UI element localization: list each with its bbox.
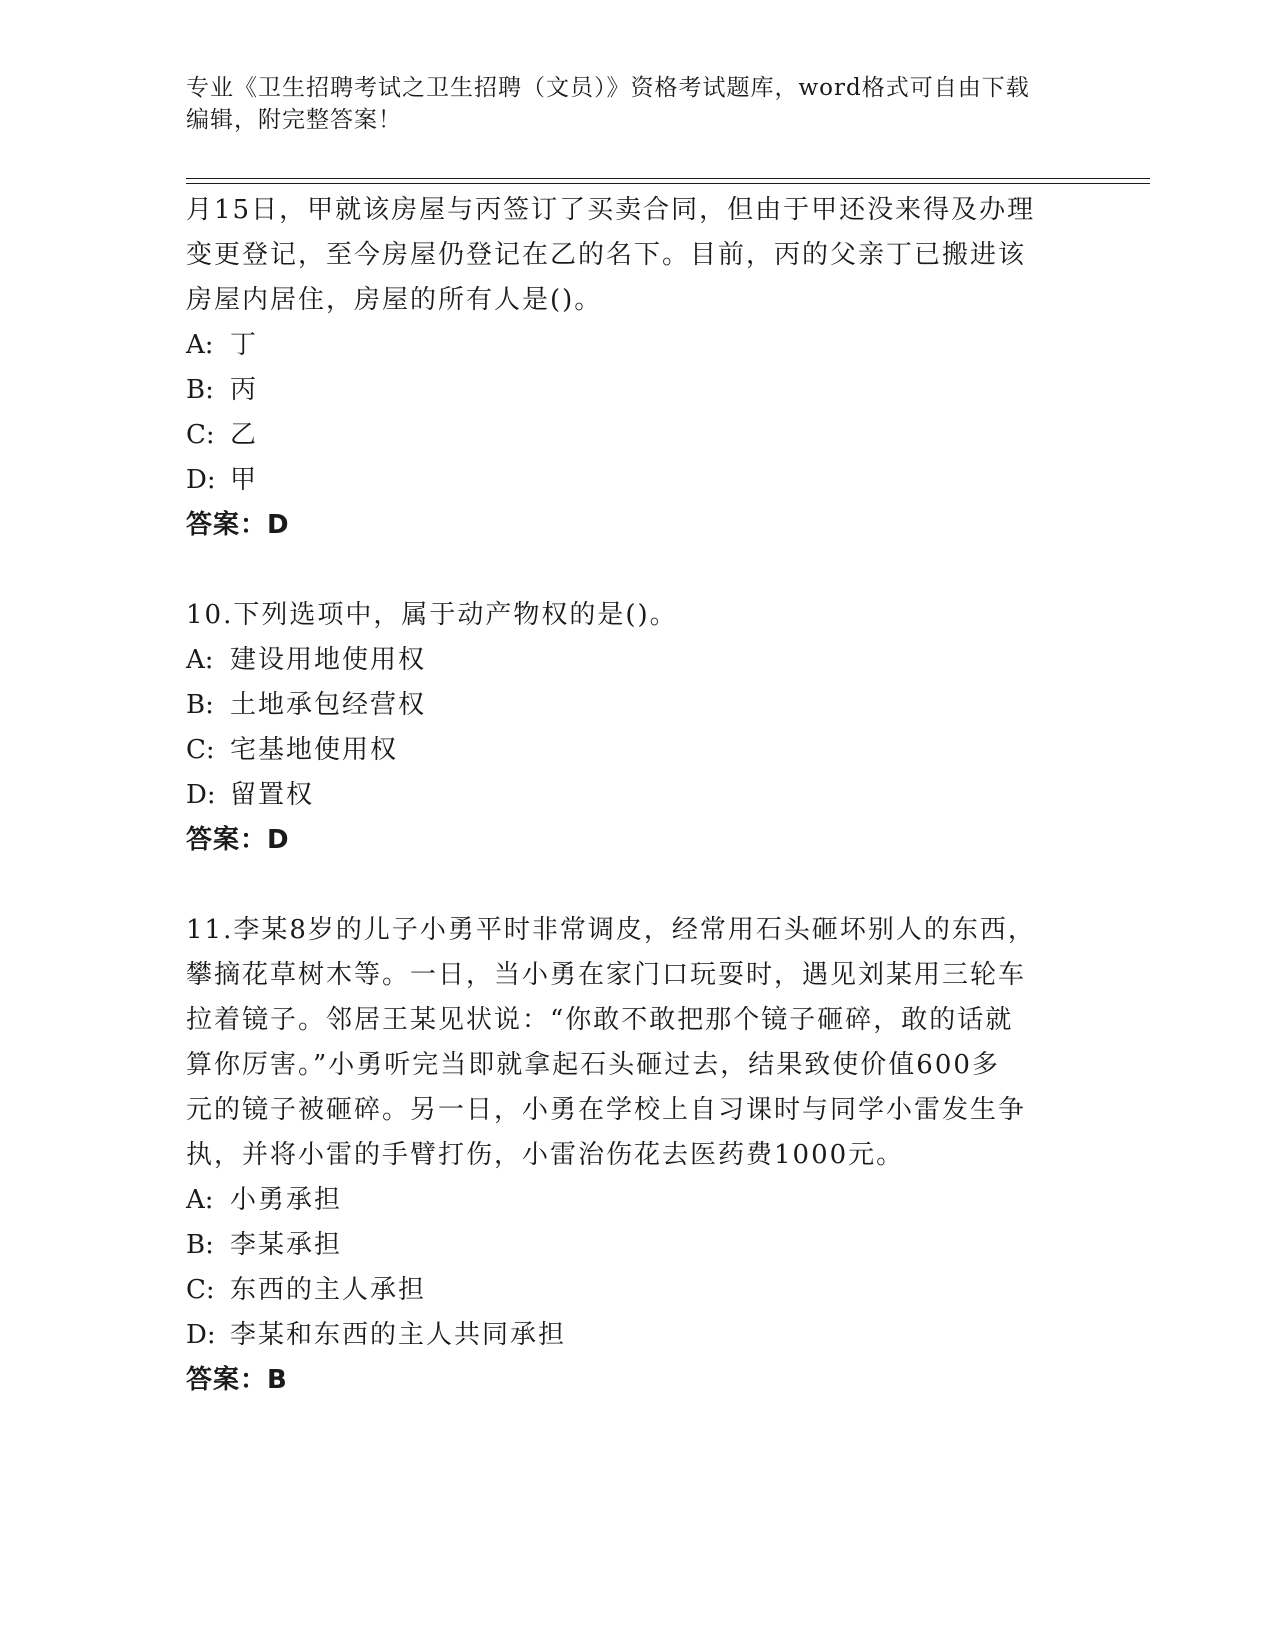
header-line-1: 专业《卫生招聘考试之卫生招聘（文员）》资格考试题库，word格式可自由下载 [186, 75, 1030, 101]
option-c [186, 1268, 1066, 1313]
option-a [186, 323, 1066, 368]
answer-line: 答案：D [186, 510, 290, 540]
option-text: 宅基地使用权 [230, 735, 399, 765]
option-text: 小勇承担 [230, 1185, 343, 1215]
option-b [186, 683, 1066, 728]
option-text: 留置权 [230, 780, 315, 810]
option-text: 建设用地使用权 [230, 645, 427, 675]
answer-line: 答案：B [186, 1365, 288, 1395]
question-text-line: 变更登记，至今房屋仍登记在乙的名下。目前，丙的父亲丁已搬进该 [186, 240, 1027, 270]
question-11 [186, 908, 1066, 1403]
question-text-line: 11.李某8岁的儿子小勇平时非常调皮，经常用石头砸坏别人的东西， [186, 915, 1036, 945]
option-a [186, 638, 1066, 683]
option-d [186, 458, 1066, 503]
option-text: 李某和东西的主人共同承担 [230, 1320, 567, 1350]
option-letter: D: [186, 465, 216, 495]
option-letter: D: [186, 1320, 216, 1350]
option-c [186, 413, 1066, 458]
spacer [186, 548, 1066, 593]
option-letter: B: [186, 375, 214, 405]
option-b [186, 368, 1066, 413]
question-text-line: 攀摘花草树木等。一日，当小勇在家门口玩耍时，遇见刘某用三轮车 [186, 960, 1027, 990]
question-text-line: 算你厉害。”小勇听完当即就拿起石头砸过去，结果致使价值600多 [186, 1050, 1000, 1080]
option-letter: A: [186, 1185, 214, 1215]
option-letter: B: [186, 690, 214, 720]
option-d [186, 1313, 1066, 1358]
option-letter: B: [186, 1230, 214, 1260]
option-text: 丙 [230, 375, 259, 405]
option-text: 李某承担 [230, 1230, 343, 1260]
document-header [186, 72, 1066, 136]
option-d [186, 773, 1066, 818]
question-text-line: 房屋内居住，房屋的所有人是()。 [186, 285, 603, 315]
header-line-2: 编辑，附完整答案！ [186, 107, 402, 133]
question-text-line: 月15日，甲就该房屋与丙签订了买卖合同，但由于甲还没来得及办理 [186, 195, 1036, 225]
option-text: 东西的主人承担 [230, 1275, 427, 1305]
question-text-line: 10.下列选项中，属于动产物权的是()。 [186, 600, 678, 630]
option-text: 甲 [230, 465, 259, 495]
header-divider-bottom [186, 183, 1150, 184]
spacer [186, 863, 1066, 908]
option-b [186, 1223, 1066, 1268]
option-letter: D: [186, 780, 216, 810]
document-body [186, 188, 1066, 1403]
question-10 [186, 593, 1066, 863]
option-letter: A: [186, 330, 214, 360]
option-letter: C: [186, 1275, 215, 1305]
option-text: 土地承包经营权 [230, 690, 427, 720]
answer-line: 答案：D [186, 825, 290, 855]
option-letter: C: [186, 420, 215, 450]
option-a [186, 1178, 1066, 1223]
question-9 [186, 188, 1066, 548]
option-letter: A: [186, 645, 214, 675]
header-divider-top [186, 178, 1150, 179]
question-text-line: 执，并将小雷的手臂打伤，小雷治伤花去医药费1000元。 [186, 1140, 905, 1170]
option-text: 丁 [230, 330, 259, 360]
option-letter: C: [186, 735, 215, 765]
question-text-line: 元的镜子被砸碎。另一日，小勇在学校上自习课时与同学小雷发生争 [186, 1095, 1027, 1125]
question-text-line: 拉着镜子。邻居王某见状说：“你敢不敢把那个镜子砸碎，敢的话就 [186, 1005, 1014, 1035]
option-c [186, 728, 1066, 773]
option-text: 乙 [230, 420, 259, 450]
